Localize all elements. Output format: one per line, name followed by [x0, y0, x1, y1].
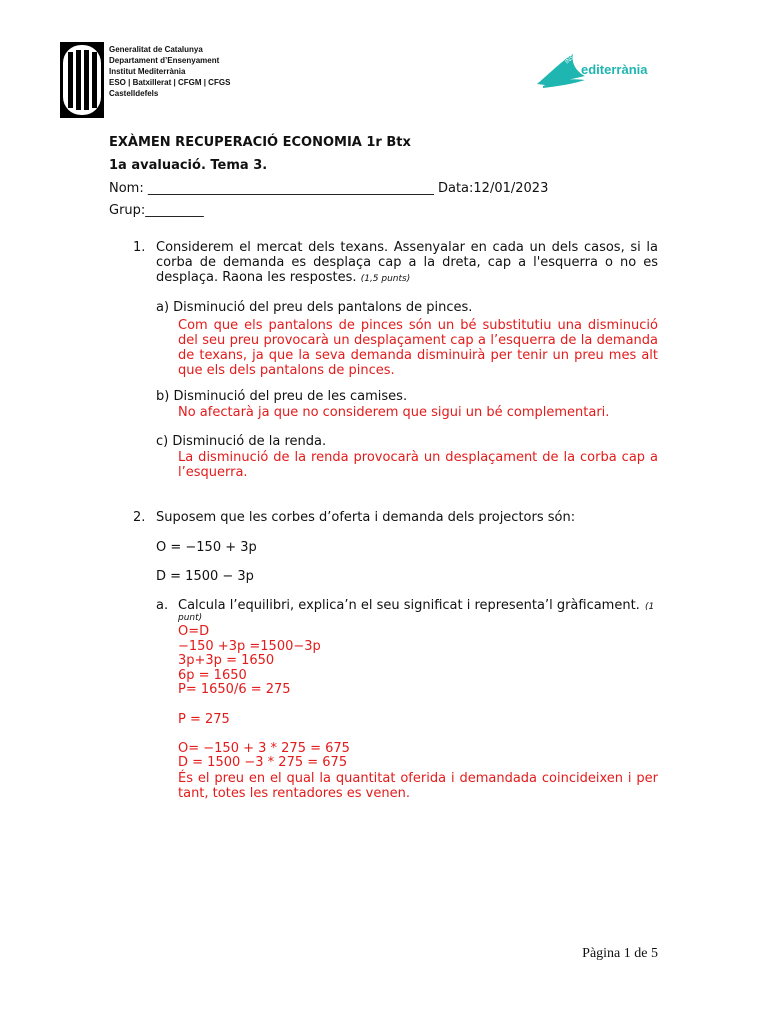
answer-line: D = 1500 −3 * 275 = 675 — [178, 755, 348, 771]
answer-line: 6p = 1650 — [178, 667, 247, 683]
header-line: Castelldefels — [109, 89, 159, 98]
q1-c-label: c) Disminució de la renda. — [156, 434, 327, 449]
logo-text: editerrània — [581, 62, 648, 77]
question-2-text: Suposem que les corbes d’oferta i demanda dels projectors són: — [156, 510, 576, 525]
institution-header — [109, 44, 230, 99]
logo-mark: INS — [564, 54, 576, 66]
question-number: 2. — [133, 510, 146, 525]
supply-equation: O = −150 + 3p — [156, 540, 257, 555]
q1-b-label: b) Disminució del preu de les camises. — [156, 389, 408, 404]
header-line: Departament d’Ensenyament — [109, 56, 220, 65]
q2-a-marker: a. — [156, 598, 169, 613]
question-1-text — [156, 240, 658, 287]
answer-line: P= 1650/6 = 275 — [178, 682, 291, 698]
answer-line: O=D — [178, 624, 210, 639]
group-line: Grup:_________ — [109, 203, 204, 218]
header-line: Institut Mediterrània — [109, 67, 186, 76]
name-date-line: Nom: ____________________________________________ Data:12/01/2023 — [109, 181, 549, 196]
mediterrania-logo — [533, 50, 659, 90]
q2-a-conclusion: És el preu en el qual la quantitat oferida i demandada coincideixen i per tant, totes les rentadores es venen. — [178, 771, 658, 801]
answer-line: −150 +3p =1500−3p — [178, 638, 321, 654]
answer-line: P = 275 — [178, 711, 230, 727]
page-number: Pàgina 1 de 5 — [582, 946, 658, 961]
question-1-points: (1,5 punts) — [360, 274, 411, 284]
header-line: Generalitat de Catalunya — [109, 45, 203, 54]
question-1-body: Considerem el mercat dels texans. Assenyalar en cada un dels casos, si la corba de demanda es desplaça cap a la dreta, cap a l'esquerra o no es desplaça. Raona les respostes. — [156, 240, 658, 285]
answer-line — [178, 727, 350, 742]
q2-a-points-cont: punt) — [178, 613, 203, 623]
demand-equation: D = 1500 − 3p — [156, 569, 254, 584]
q1-a-answer: Com que els pantalons de pinces són un bé substitutiu una disminució del seu preu provocarà un desplaçament cap a l’esquerra de la demanda de texans, ja que la seva demanda disminuirà per tenir un preu mes alt que els dels pantalons de pinces. — [178, 318, 658, 378]
exam-title: EXÀMEN RECUPERACIÓ ECONOMIA 1r Btx — [109, 135, 411, 150]
question-number: 1. — [133, 240, 146, 255]
exam-subtitle: 1a avaluació. Tema 3. — [109, 158, 268, 173]
q1-a-label: a) Disminució del preu dels pantalons de pinces. — [156, 300, 473, 315]
q2-a-points: (1 — [645, 602, 655, 612]
q1-c-answer: La disminució de la renda provocarà un desplaçament de la corba cap a l’esquerra. — [178, 450, 658, 480]
generalitat-seal-icon — [60, 42, 104, 118]
q1-b-answer: No afectarà ja que no considerem que sigui un bé complementari. — [178, 405, 610, 420]
answer-line: O= −150 + 3 * 275 = 675 — [178, 740, 350, 756]
q2-a-answer — [178, 625, 350, 771]
q2-a-text: Calcula l’equilibri, explica’n el seu significat i representa’l gràficament. — [178, 598, 640, 613]
answer-line: 3p+3p = 1650 — [178, 653, 275, 669]
answer-line — [178, 698, 350, 713]
header-line: ESO | Batxillerat | CFGM | CFGS — [109, 78, 231, 87]
